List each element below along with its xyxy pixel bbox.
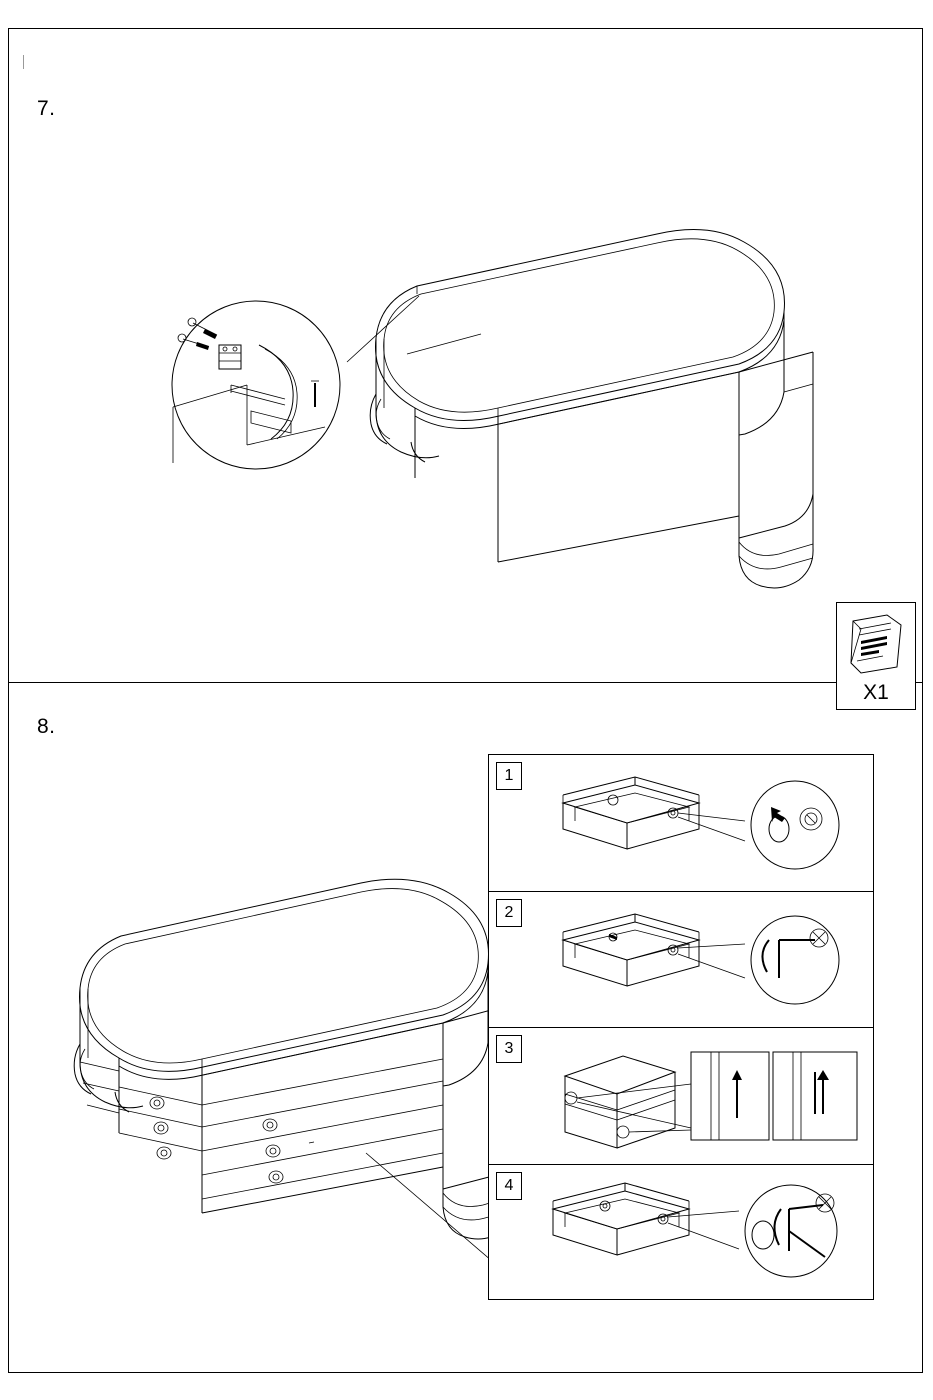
instruction-sheet-icon xyxy=(847,611,907,681)
substep-2-illustration xyxy=(523,892,875,1028)
step-8-number: 8. xyxy=(37,715,56,738)
substep-row-2 xyxy=(489,892,873,1029)
step-8-substeps-table xyxy=(488,754,874,1300)
substep-1-illustration xyxy=(523,755,875,891)
substep-row-4 xyxy=(489,1165,873,1302)
page-tick-mark xyxy=(23,55,24,69)
substep-badge-3: 3 xyxy=(496,1035,522,1063)
step-7-detail-callout xyxy=(159,287,359,487)
substep-row-3 xyxy=(489,1028,873,1165)
step-7-panel xyxy=(8,28,923,704)
parts-quantity-label: X1 xyxy=(863,681,889,704)
step-7-number: 7. xyxy=(37,97,56,120)
step-8-panel xyxy=(8,683,923,1373)
substep-badge-4: 4 xyxy=(496,1172,522,1200)
substep-4-illustration xyxy=(523,1165,875,1301)
substep-3-illustration xyxy=(523,1028,875,1164)
substep-row-1 xyxy=(489,755,873,892)
substep-badge-1: 1 xyxy=(496,762,522,790)
substep-badge-2: 2 xyxy=(496,899,522,927)
